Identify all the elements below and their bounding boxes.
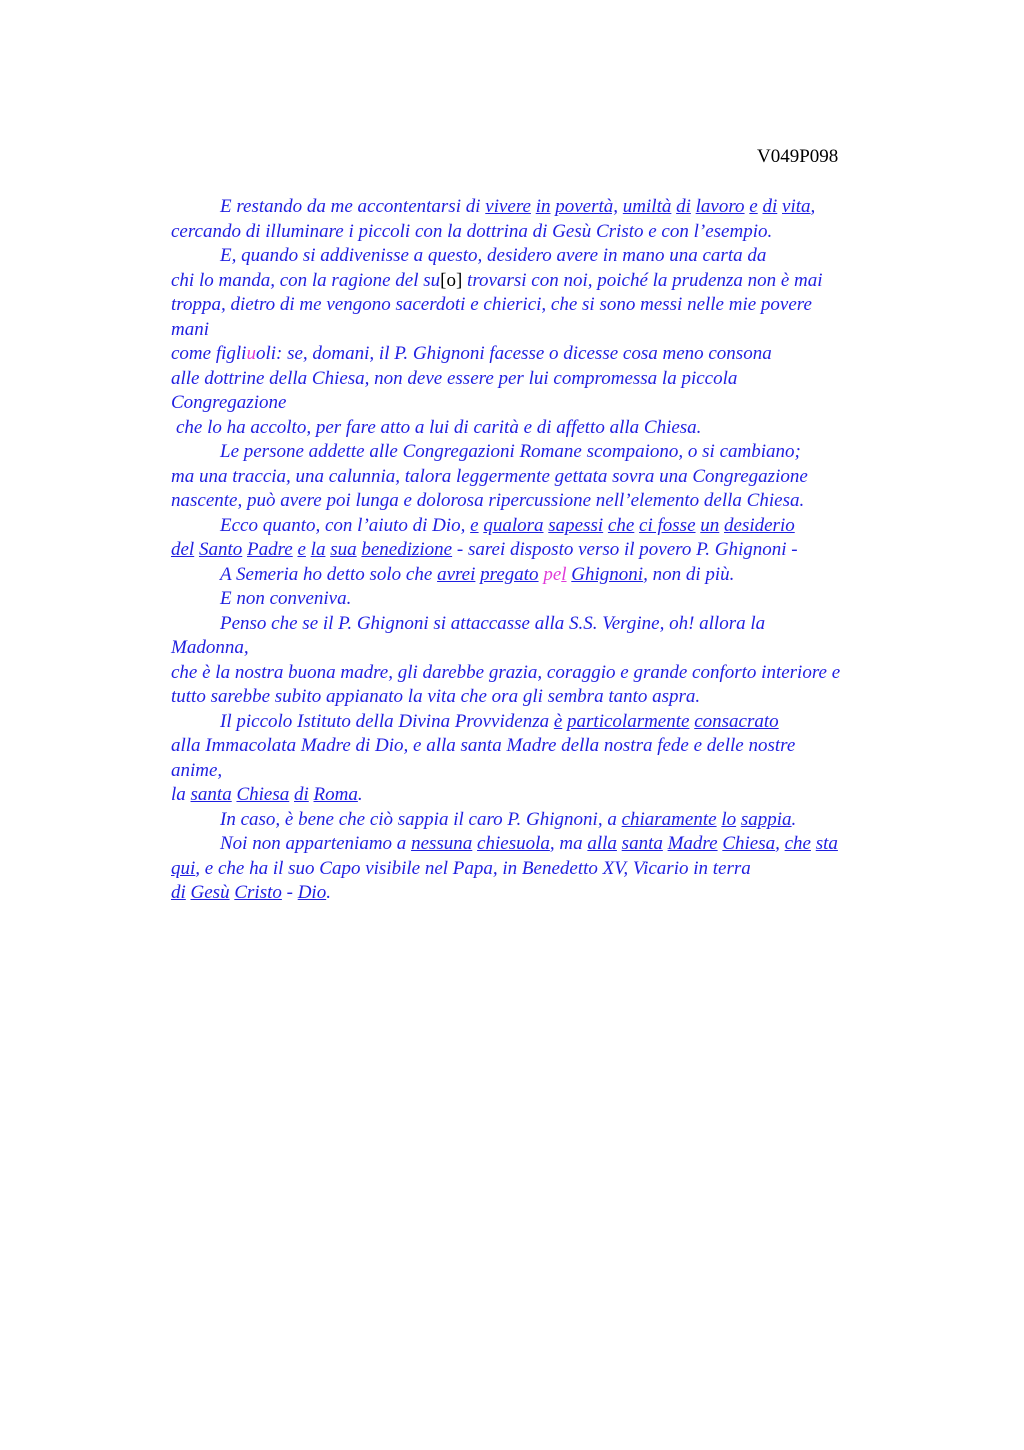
text-line: mani [171,318,209,340]
letter-body [171,195,911,906]
text-line: Il piccolo Istituto della Divina Provvidenza è particolarmente consacrato [220,710,779,732]
text-line: Penso che se il P. Ghignoni si attaccasse alla S.S. Vergine, oh! allora la [220,612,766,634]
page-identifier: V049P098 [757,146,839,167]
text-line: che è la nostra buona madre, gli darebbe grazia, coraggio e grande conforto interiore e [171,661,841,683]
text-line: ma una traccia, una calunnia, talora leggermente gettata sovra una Congregazione [171,465,808,487]
text-line: Congregazione [171,392,287,413]
text-line: E non conveniva. [220,588,352,609]
text-line: nascente, può avere poi lunga e dolorosa ripercussione nell’elemento della Chiesa. [171,490,805,511]
text-line: Le persone addette alle Congregazioni Romane scompaiono, o si cambiano; [220,441,801,462]
text-line: come figliuoli: se, domani, il P. Ghignoni facesse o dicesse cosa meno consona [171,343,772,364]
text-line: Ecco quanto, con l’aiuto di Dio, e qualora sapessi che ci fosse un desiderio [220,514,795,536]
text-line: la santa Chiesa di Roma. [171,784,363,805]
text-line: Madonna, [171,637,249,658]
text-line: anime, [171,759,223,781]
text-line: chi lo manda, con la ragione del su[o] trovarsi con noi, poiché la prudenza non è mai [171,269,823,291]
text-line: A Semeria ho detto solo che avrei pregato pel Ghignoni, non di più. [220,563,735,585]
text-line: E, quando si addivenisse a questo, desidero avere in mano una carta da [220,245,767,266]
text-line: di Gesù Cristo - Dio. [171,882,331,903]
text-line: Noi non apparteniamo a nessuna chiesuola, ma alla santa Madre Chiesa, che sta [220,833,838,854]
text-line: del Santo Padre e la sua benedizione - sarei disposto verso il povero P. Ghignoni - [171,539,798,560]
text-line: In caso, è bene che ciò sappia il caro P. Ghignoni, a chiaramente lo sappia. [220,808,797,830]
text-line: che lo ha accolto, per fare atto a lui di carità e di affetto alla Chiesa. [176,416,702,438]
text-line: cercando di illuminare i piccoli con la dottrina di Gesù Cristo e con l’esempio. [171,220,773,242]
text-line: qui, e che ha il suo Capo visibile nel Papa, in Benedetto XV, Vicario in terra [171,857,751,879]
text-line: alle dottrine della Chiesa, non deve essere per lui compromessa la piccola [171,367,738,389]
text-line: E restando da me accontentarsi di vivere in povertà, umiltà di lavoro e di vita, [220,196,816,217]
text-line: tutto sarebbe subito appianato la vita che ora gli sembra tanto aspra. [171,686,701,707]
text-line: troppa, dietro di me vengono sacerdoti e chierici, che si sono messi nelle mie povere [171,294,812,315]
text-line: alla Immacolata Madre di Dio, e alla santa Madre della nostra fede e delle nostre [171,735,796,756]
